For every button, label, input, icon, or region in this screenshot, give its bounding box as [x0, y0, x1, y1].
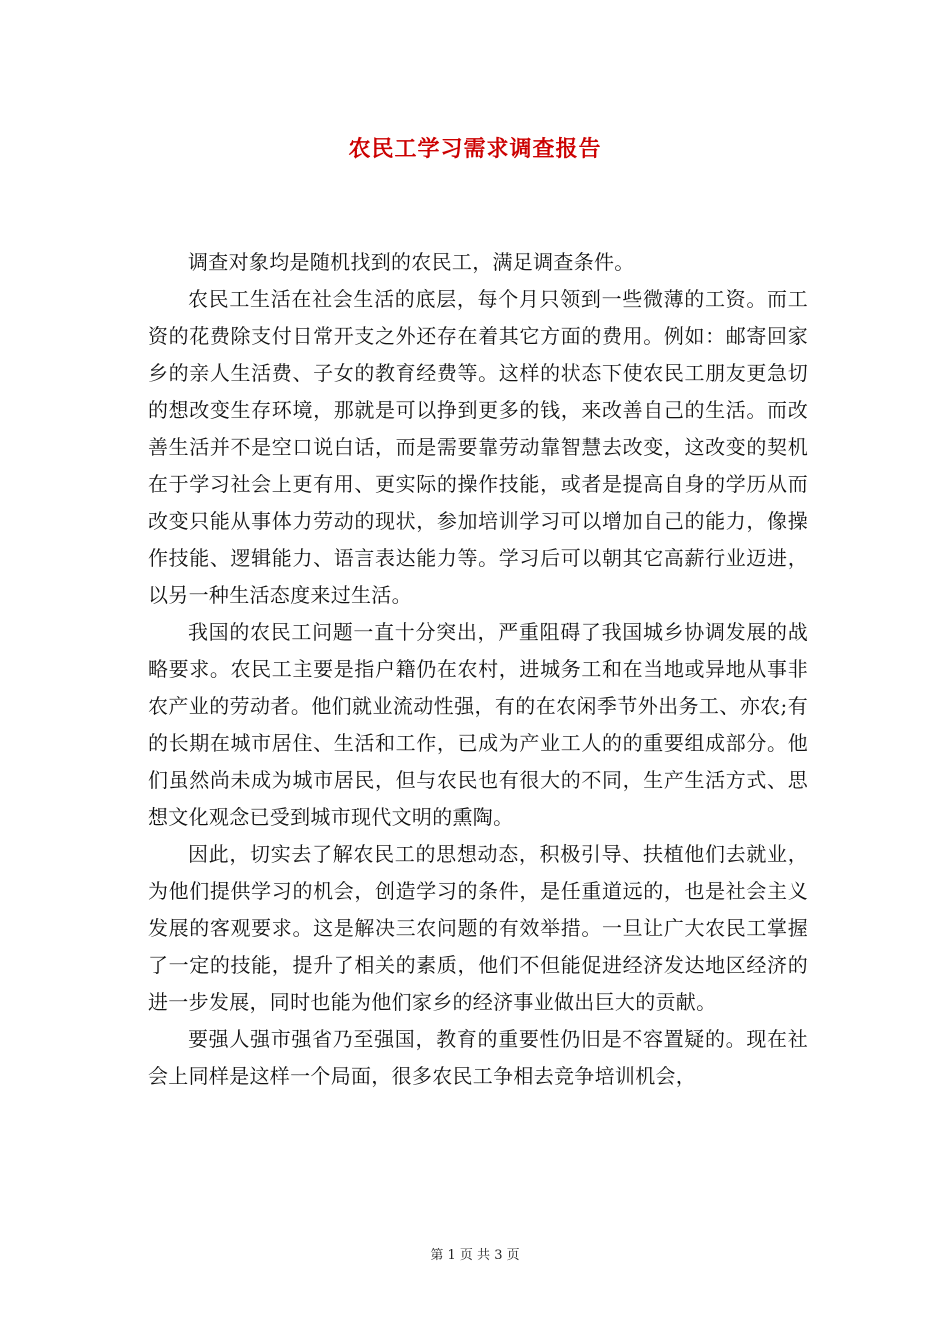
paragraph-1: 调查对象均是随机找到的农民工，满足调查条件。	[188, 250, 635, 274]
footer-middle: 页 共	[459, 1248, 491, 1263]
page-footer	[0, 1247, 950, 1265]
document-body	[148, 244, 808, 1095]
paragraph-2: 农民工生活在社会生活的底层，每个月只领到一些微薄的工资。而工资的花费除支付日常开支之外还存在着其它方面的费用。例如：邮寄回家乡的亲人生活费、子女的教育经费等。这样的状态下使农民工朋友更急切的想改变生存环境，那就是可以挣到更多的钱，来改善自己的生活。而改善生活并不是空口说白话，而是需要靠劳动靠智慧去改变，这改变的契机在于学习社会上更有用、更实际的操作技能，或者是提高自身的学历从而改变只能从事体力劳动的现状，参加培训学习可以增加自己的能力，像操作技能、逻辑能力、语言表达能力等。学习后可以朝其它高薪行业迈进，以另一种生活态度来过生活。	[148, 287, 808, 607]
paragraph-3: 我国的农民工问题一直十分突出，严重阻碍了我国城乡协调发展的战略要求。农民工主要是指户籍仍在农村，进城务工和在当地或异地从事非农产业的劳动者。他们就业流动性强，有的在农闲季节外出务工、亦农;有的长期在城市居住、生活和工作，已成为产业工人的的重要组成部分。他们虽然尚未成为城市居民，但与农民也有很大的不同，生产生活方式、思想文化观念已受到城市现代文明的熏陶。	[148, 620, 808, 829]
footer-total-pages: 3	[494, 1248, 503, 1263]
paragraph-4: 因此，切实去了解农民工的思想动态，积极引导、扶植他们去就业，为他们提供学习的机会，创造学习的条件，是任重道远的，也是社会主义发展的客观要求。这是解决三农问题的有效举措。一旦让广大农民工掌握了一定的技能，提升了相关的素质，他们不但能促进经济发达地区经济的进一步发展，同时也能为他们家乡的经济事业做出巨大的贡献。	[148, 842, 808, 1014]
footer-current-page: 1	[447, 1248, 456, 1263]
paragraph-5: 要强人强市强省乃至强国，教育的重要性仍旧是不容置疑的。现在社会上同样是这样一个局面，很多农民工争相去竞争培训机会，	[148, 1027, 808, 1088]
footer-suffix: 页	[506, 1248, 520, 1263]
footer-prefix: 第	[430, 1248, 444, 1263]
document-title: 农民工学习需求调查报告	[348, 136, 602, 162]
